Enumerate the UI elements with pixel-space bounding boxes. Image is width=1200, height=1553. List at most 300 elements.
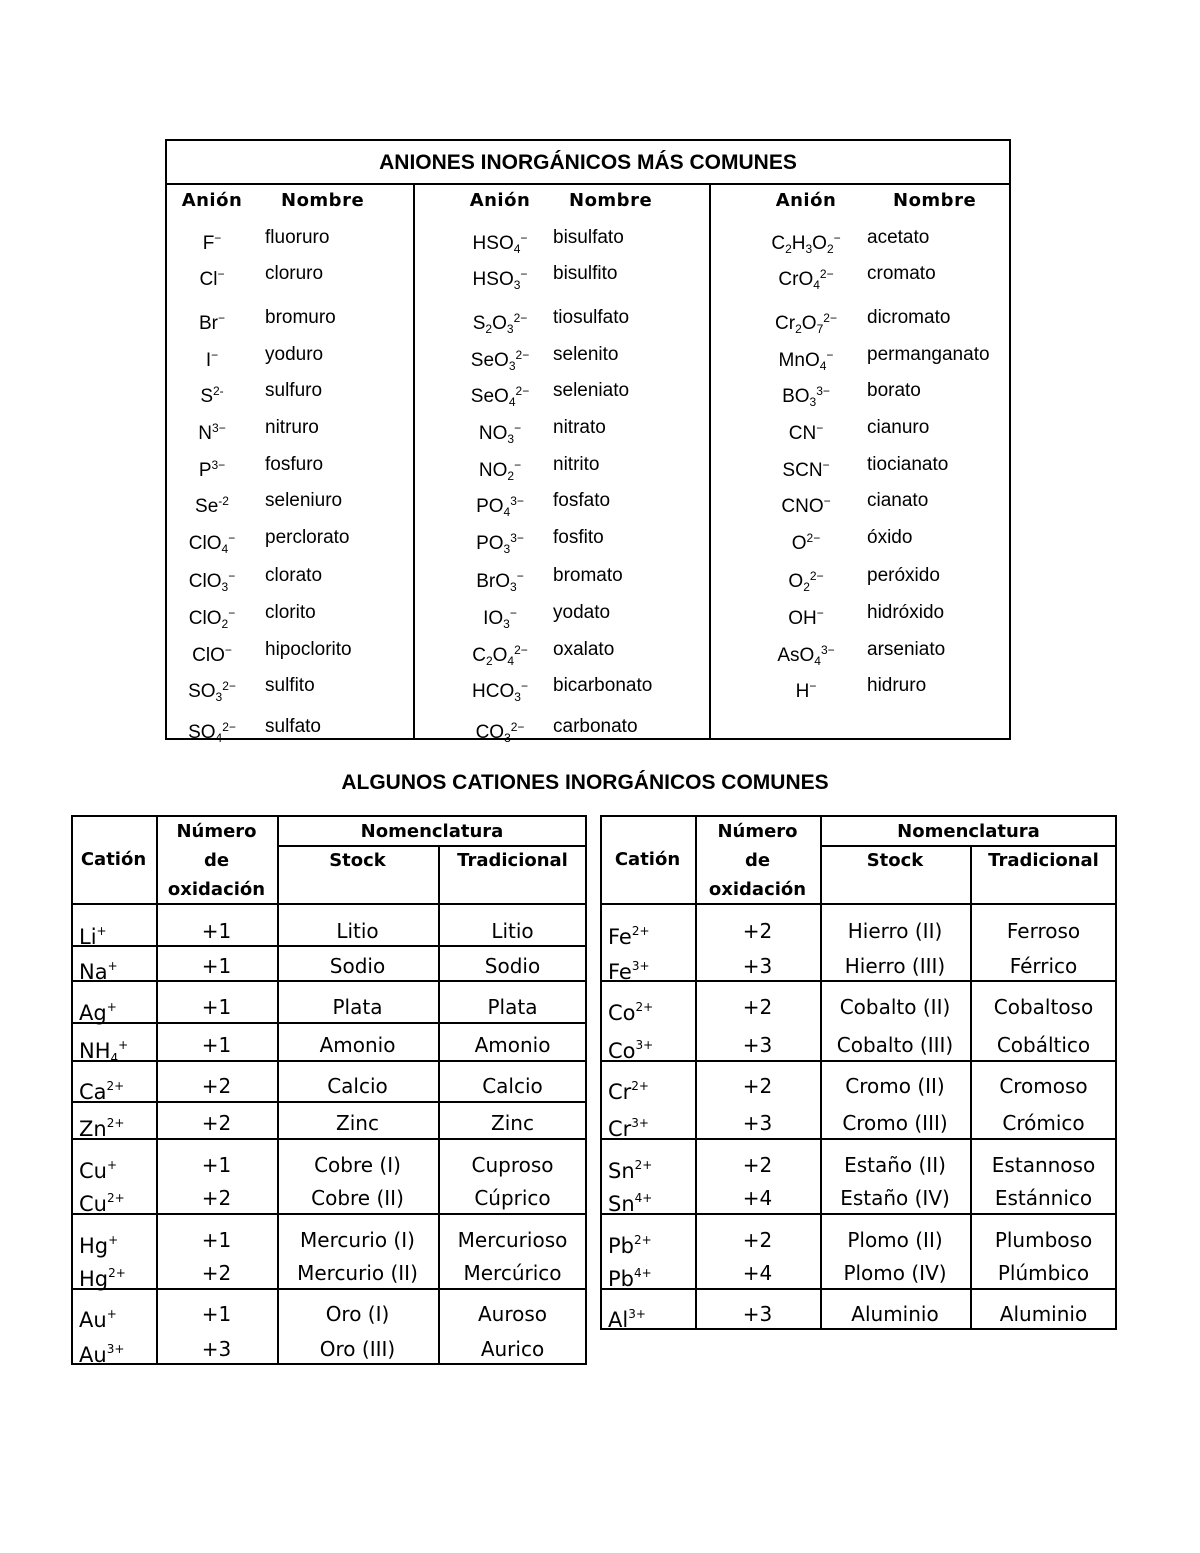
formula-subscript: 4 <box>503 505 511 519</box>
formula-subscript: 3 <box>514 690 521 704</box>
formula-part: Cr <box>608 1117 632 1141</box>
formula-charge: 2− <box>806 531 821 545</box>
formula-subscript: 3 <box>809 395 817 409</box>
traditional-name: Plúmbico <box>997 1261 1090 1285</box>
formula-charge: + <box>96 924 107 938</box>
oxidation-number: +2 <box>201 1074 232 1098</box>
anion-name: tiosulfato <box>553 307 630 328</box>
formula-part: Au <box>79 1343 107 1367</box>
anion-row <box>761 486 1011 516</box>
cation-formula <box>79 1149 117 1181</box>
formula-part: HSO <box>472 233 514 254</box>
stock-name: Hierro (II) <box>847 919 943 943</box>
oxidation-header: Número <box>717 821 798 842</box>
formula-subscript: 3 <box>221 580 229 594</box>
cation-formula <box>79 1070 124 1102</box>
anion-name: arseniato <box>867 639 946 660</box>
formula-charge: − <box>520 231 528 245</box>
formula-charge: 4+ <box>634 1266 652 1280</box>
cation-formula <box>608 1298 646 1330</box>
formula-part: Fe <box>608 960 632 984</box>
anion-row <box>167 561 413 594</box>
traditional-header: Tradicional <box>457 850 568 871</box>
traditional-name: Aurico <box>480 1337 545 1361</box>
stock-name: Calcio <box>327 1074 388 1098</box>
formula-part: CNO <box>781 496 824 517</box>
formula-part: Na <box>79 960 108 984</box>
stock-header: Stock <box>866 850 924 871</box>
name-header: Nombre <box>569 190 653 211</box>
anion-row <box>167 340 413 370</box>
formula-charge: 3+ <box>631 1116 649 1130</box>
anion-row <box>455 303 709 336</box>
cation-table-right <box>600 815 1117 1330</box>
anion-row <box>455 523 709 556</box>
oxidation-number: +1 <box>201 995 232 1019</box>
anion-name: cianato <box>867 490 929 511</box>
anion-name: hidróxido <box>867 602 945 623</box>
formula-charge: + <box>106 1158 118 1172</box>
oxidation-header: de <box>203 850 230 871</box>
anion-formula <box>455 376 545 417</box>
anion-row <box>167 303 413 333</box>
oxidation-header: oxidación <box>167 879 266 900</box>
table-border <box>71 815 73 1365</box>
stock-name: Aluminio <box>851 1302 939 1326</box>
formula-charge: 2+ <box>634 1158 653 1172</box>
formula-charge: 2+ <box>106 1079 125 1093</box>
formula-charge: 2+ <box>634 1233 652 1247</box>
formula-subscript: 3 <box>503 617 510 631</box>
cation-formula <box>79 991 117 1023</box>
formula-subscript: 2 <box>803 580 810 594</box>
anion-table <box>165 139 1011 745</box>
anion-row <box>167 413 413 443</box>
oxidation-number: +2 <box>201 1111 232 1135</box>
formula-part: O <box>812 233 827 254</box>
formula-part: NH <box>79 1039 111 1063</box>
table-border <box>600 815 602 1330</box>
anion-formula <box>761 303 851 344</box>
traditional-name: Aluminio <box>999 1302 1088 1326</box>
cation-formula <box>608 1029 653 1061</box>
formula-charge: − <box>826 348 834 362</box>
formula-part: SO <box>188 681 216 702</box>
anion-row <box>455 450 709 483</box>
anion-name: clorato <box>265 565 323 586</box>
formula-part: IO <box>483 608 504 629</box>
formula-charge: − <box>228 531 236 545</box>
stock-name: Plomo (IV) <box>843 1261 947 1285</box>
traditional-name: Cromoso <box>999 1074 1088 1098</box>
formula-subscript: 3 <box>503 542 511 556</box>
formula-charge: 3− <box>816 384 830 398</box>
formula-subscript: 3 <box>513 278 521 292</box>
anion-name: nitrato <box>553 417 606 438</box>
formula-charge: + <box>118 1038 129 1052</box>
stock-name: Cobre (I) <box>314 1153 401 1177</box>
cation-formula <box>79 1029 129 1065</box>
formula-charge: 2− <box>514 643 528 657</box>
formula-part: P <box>198 460 212 481</box>
anion-row <box>761 259 1011 292</box>
anion-row <box>167 450 413 480</box>
formula-subscript: 4 <box>813 278 820 292</box>
stock-name: Mercurio (II) <box>297 1261 418 1285</box>
formula-part: Al <box>608 1308 629 1332</box>
name-header: Nombre <box>281 190 365 211</box>
anion-name: dicromato <box>867 307 951 328</box>
anion-formula <box>761 523 851 559</box>
anion-formula <box>455 712 545 753</box>
anion-formula <box>761 259 851 300</box>
formula-charge: 2− <box>222 679 236 693</box>
formula-charge: 2+ <box>631 1079 649 1093</box>
anion-row <box>455 376 709 409</box>
anion-formula <box>455 413 545 454</box>
traditional-name: Mercurioso <box>457 1228 568 1252</box>
formula-part: O <box>492 313 507 334</box>
stock-name: Plomo (II) <box>847 1228 943 1252</box>
anion-name: sulfuro <box>265 380 323 401</box>
formula-charge: 3+ <box>631 959 650 973</box>
anion-formula <box>761 635 851 676</box>
oxidation-number: +4 <box>742 1261 773 1285</box>
anion-formula <box>761 671 851 707</box>
anion-row <box>455 671 709 704</box>
formula-subscript: 4 <box>508 395 516 409</box>
formula-subscript: 3 <box>506 322 514 336</box>
formula-part: SeO <box>470 386 509 407</box>
formula-charge: − <box>228 569 236 583</box>
anion-row <box>167 712 413 745</box>
anion-row <box>455 712 709 745</box>
anion-column-2 <box>455 185 709 745</box>
formula-part: Sn <box>608 1159 635 1183</box>
traditional-name: Auroso <box>477 1302 548 1326</box>
formula-part: I <box>205 350 212 371</box>
formula-part: Co <box>608 1001 636 1025</box>
anion-row <box>761 671 1011 701</box>
stock-name: Cobalto (III) <box>836 1033 954 1057</box>
anion-formula <box>167 523 257 564</box>
formula-charge: − <box>509 606 517 620</box>
formula-charge: + <box>106 1307 117 1321</box>
formula-charge: 4+ <box>634 1191 653 1205</box>
formula-charge: − <box>816 606 824 620</box>
oxidation-number: +3 <box>742 1033 773 1057</box>
stock-name: Estaño (II) <box>844 1153 946 1177</box>
formula-charge: + <box>106 1000 117 1014</box>
formula-part: C <box>472 645 486 666</box>
oxidation-number: +1 <box>201 954 232 978</box>
cation-header: Catión <box>614 849 681 870</box>
traditional-name: Estánnico <box>994 1186 1093 1210</box>
formula-charge: 2− <box>515 348 530 362</box>
stock-name: Zinc <box>336 1111 379 1135</box>
formula-part: MnO <box>778 350 820 371</box>
traditional-name: Amonio <box>474 1033 551 1057</box>
formula-charge: + <box>108 1233 119 1247</box>
traditional-name: Calcio <box>482 1074 543 1098</box>
anion-column-1 <box>167 185 413 745</box>
anion-formula <box>761 340 851 381</box>
anion-name: cianuro <box>867 417 930 438</box>
formula-charge: 2+ <box>631 924 650 938</box>
formula-part: SCN <box>782 460 823 481</box>
anion-name: yodato <box>553 602 611 623</box>
formula-charge: − <box>833 231 841 245</box>
cation-formula <box>608 1257 652 1289</box>
formula-part: Zn <box>79 1117 107 1141</box>
anion-formula <box>455 303 545 344</box>
anion-name: seleniuro <box>265 490 343 511</box>
anion-formula <box>455 223 545 264</box>
traditional-name: Crómico <box>1002 1111 1085 1135</box>
formula-charge: 2+ <box>106 1191 125 1205</box>
anion-name: bisulfito <box>553 263 618 284</box>
anion-row <box>761 223 1011 256</box>
stock-name: Oro (III) <box>319 1337 396 1361</box>
formula-subscript: 2 <box>826 242 834 256</box>
stock-header: Stock <box>329 850 386 871</box>
formula-part: Li <box>79 925 97 949</box>
traditional-name: Sodio <box>484 954 541 978</box>
oxidation-header: Número <box>176 821 257 842</box>
anion-formula <box>167 671 257 712</box>
anion-name: hipoclorito <box>265 639 352 660</box>
anion-formula <box>761 450 851 486</box>
anion-formula <box>761 413 851 449</box>
anion-row <box>167 259 413 289</box>
traditional-name: Cobáltico <box>996 1033 1091 1057</box>
formula-charge: 2− <box>515 384 530 398</box>
oxidation-number: +3 <box>742 1111 773 1135</box>
anion-row <box>167 635 413 665</box>
formula-subscript: 2 <box>507 469 515 483</box>
formula-part: Se <box>195 496 219 517</box>
oxidation-number: +2 <box>742 1153 773 1177</box>
anion-column-3 <box>761 185 1011 738</box>
nomenclature-header: Nomenclatura <box>360 821 504 842</box>
formula-part: O <box>801 313 817 334</box>
formula-part: Sn <box>608 1192 635 1216</box>
oxidation-number: +3 <box>201 1337 232 1361</box>
formula-subscript: 3 <box>508 359 516 373</box>
anion-row <box>167 523 413 556</box>
stock-name: Cobalto (II) <box>839 995 951 1019</box>
anion-formula <box>167 450 257 486</box>
formula-subscript: 3 <box>510 580 517 594</box>
anion-formula <box>761 598 851 634</box>
anion-formula <box>167 598 257 639</box>
oxidation-number: +2 <box>742 995 773 1019</box>
stock-name: Mercurio (I) <box>300 1228 415 1252</box>
formula-part: Hg <box>79 1234 109 1258</box>
formula-part: S <box>200 386 213 407</box>
anion-formula <box>167 259 257 295</box>
nomenclature-header: Nomenclatura <box>897 821 1040 842</box>
anion-name: óxido <box>867 527 913 548</box>
formula-part: Cr <box>608 1080 632 1104</box>
stock-name: Oro (I) <box>325 1302 390 1326</box>
anion-formula <box>761 223 851 264</box>
column-divider <box>413 185 415 738</box>
formula-part: OH <box>788 608 817 629</box>
anion-name: fosfato <box>553 490 611 511</box>
anion-table-title: ANIONES INORGÁNICOS MÁS COMUNES <box>167 141 1009 185</box>
formula-part: HCO <box>472 681 515 702</box>
anion-name: fosfuro <box>265 454 324 475</box>
traditional-name: Estannoso <box>991 1153 1096 1177</box>
formula-charge: − <box>520 267 528 281</box>
cation-formula <box>79 1107 124 1139</box>
anion-formula <box>167 303 257 339</box>
cation-formula <box>608 1149 652 1181</box>
oxidation-header: oxidación <box>708 879 807 900</box>
anion-name: bromuro <box>265 307 336 328</box>
oxidation-number: +4 <box>742 1186 773 1210</box>
formula-charge: − <box>816 421 824 435</box>
oxidation-number: +2 <box>201 1186 232 1210</box>
oxidation-header: de <box>744 850 771 871</box>
formula-subscript: 2 <box>485 322 493 336</box>
formula-charge: 2− <box>819 267 834 281</box>
formula-part: ClO <box>188 571 222 592</box>
formula-charge: − <box>822 458 830 472</box>
formula-part: N <box>198 423 213 444</box>
anion-row <box>761 523 1011 553</box>
traditional-name: Plumboso <box>994 1228 1093 1252</box>
formula-charge: − <box>228 606 236 620</box>
formula-part: F <box>202 233 215 254</box>
stock-name: Hierro (III) <box>844 954 946 978</box>
formula-charge: + <box>107 959 118 973</box>
anion-name: peróxido <box>867 565 940 586</box>
formula-part: PO <box>476 496 504 517</box>
formula-subscript: 4 <box>814 654 821 668</box>
formula-subscript: 4 <box>110 1051 119 1065</box>
stock-name: Litio <box>336 919 379 943</box>
traditional-name: Cobaltoso <box>993 995 1094 1019</box>
cation-formula <box>608 1224 652 1256</box>
anion-row <box>167 598 413 631</box>
anion-formula <box>455 523 545 564</box>
formula-charge: − <box>514 421 522 435</box>
formula-charge: 2− <box>513 311 528 325</box>
anion-row <box>167 486 413 516</box>
header-divider <box>600 903 1117 905</box>
stock-name: Cromo (III) <box>842 1111 948 1135</box>
formula-part: O <box>791 533 807 554</box>
formula-part: Cl <box>199 269 218 290</box>
formula-charge: 3− <box>510 531 524 545</box>
anion-name: carbonato <box>553 716 638 737</box>
formula-part: S <box>472 313 486 334</box>
anion-row <box>455 413 709 446</box>
anion-name: bicarbonato <box>553 675 653 696</box>
formula-part: Cu <box>79 1192 107 1216</box>
oxidation-number: +3 <box>742 954 773 978</box>
formula-charge: 2- <box>213 384 224 398</box>
traditional-name: Mercúrico <box>463 1261 562 1285</box>
anion-formula <box>455 635 545 676</box>
cation-formula <box>79 915 107 947</box>
formula-charge: 3+ <box>106 1342 125 1356</box>
formula-subscript: 4 <box>221 542 229 556</box>
formula-part: Ag <box>79 1001 107 1025</box>
formula-charge: 2+ <box>635 1000 654 1014</box>
cation-formula <box>79 950 118 982</box>
anion-name: selenito <box>553 344 619 365</box>
oxidation-number: +1 <box>201 1228 232 1252</box>
formula-subscript: 3 <box>507 432 515 446</box>
anion-row <box>761 450 1011 480</box>
formula-part: ClO <box>192 645 225 666</box>
cation-formula <box>608 950 650 982</box>
anion-name: oxalato <box>553 639 615 660</box>
anion-formula <box>167 223 257 259</box>
formula-part: ClO <box>188 533 222 554</box>
oxidation-number: +2 <box>742 1228 773 1252</box>
formula-charge: 3− <box>820 643 835 657</box>
formula-subscript: 4 <box>819 359 827 373</box>
anion-row <box>761 303 1011 336</box>
formula-part: Co <box>608 1039 636 1063</box>
formula-charge: 2− <box>510 720 525 734</box>
anion-formula <box>455 259 545 300</box>
formula-charge: 2− <box>809 569 824 583</box>
formula-charge: 2− <box>823 311 837 325</box>
traditional-name: Cuproso <box>471 1153 554 1177</box>
formula-part: H <box>795 681 810 702</box>
stock-name: Plata <box>332 995 383 1019</box>
formula-subscript: 7 <box>816 322 824 336</box>
anion-formula <box>167 413 257 449</box>
anion-row <box>167 671 413 704</box>
anion-name: nitrito <box>553 454 600 475</box>
formula-part: BrO <box>476 571 511 592</box>
traditional-name: Zinc <box>491 1111 534 1135</box>
traditional-name: Litio <box>491 919 534 943</box>
formula-charge: − <box>520 679 528 693</box>
formula-part: SO <box>188 722 216 743</box>
name-header: Nombre <box>893 190 977 211</box>
column-divider <box>709 185 711 738</box>
formula-charge: − <box>217 267 225 281</box>
formula-part: AsO <box>777 645 815 666</box>
anion-formula <box>455 561 545 602</box>
cation-formula <box>608 991 653 1023</box>
oxidation-number: +1 <box>201 1153 232 1177</box>
oxidation-number: +1 <box>201 1033 232 1057</box>
cation-table-title: ALGUNOS CATIONES INORGÁNICOS COMUNES <box>341 771 829 794</box>
stock-name: Estaño (IV) <box>840 1186 950 1210</box>
formula-charge: − <box>211 348 219 362</box>
anion-name: nitruro <box>265 417 319 438</box>
formula-part: Fe <box>608 925 632 949</box>
anion-row <box>455 259 709 292</box>
oxidation-number: +2 <box>201 1261 232 1285</box>
formula-charge: 2− <box>222 720 236 734</box>
cation-header: Catión <box>80 849 147 870</box>
anion-name: sulfito <box>265 675 315 696</box>
formula-part: H <box>791 233 806 254</box>
formula-charge: − <box>217 311 225 325</box>
anion-row <box>455 486 709 519</box>
formula-subscript: 3 <box>215 690 223 704</box>
stock-name: Cobre (II) <box>311 1186 404 1210</box>
